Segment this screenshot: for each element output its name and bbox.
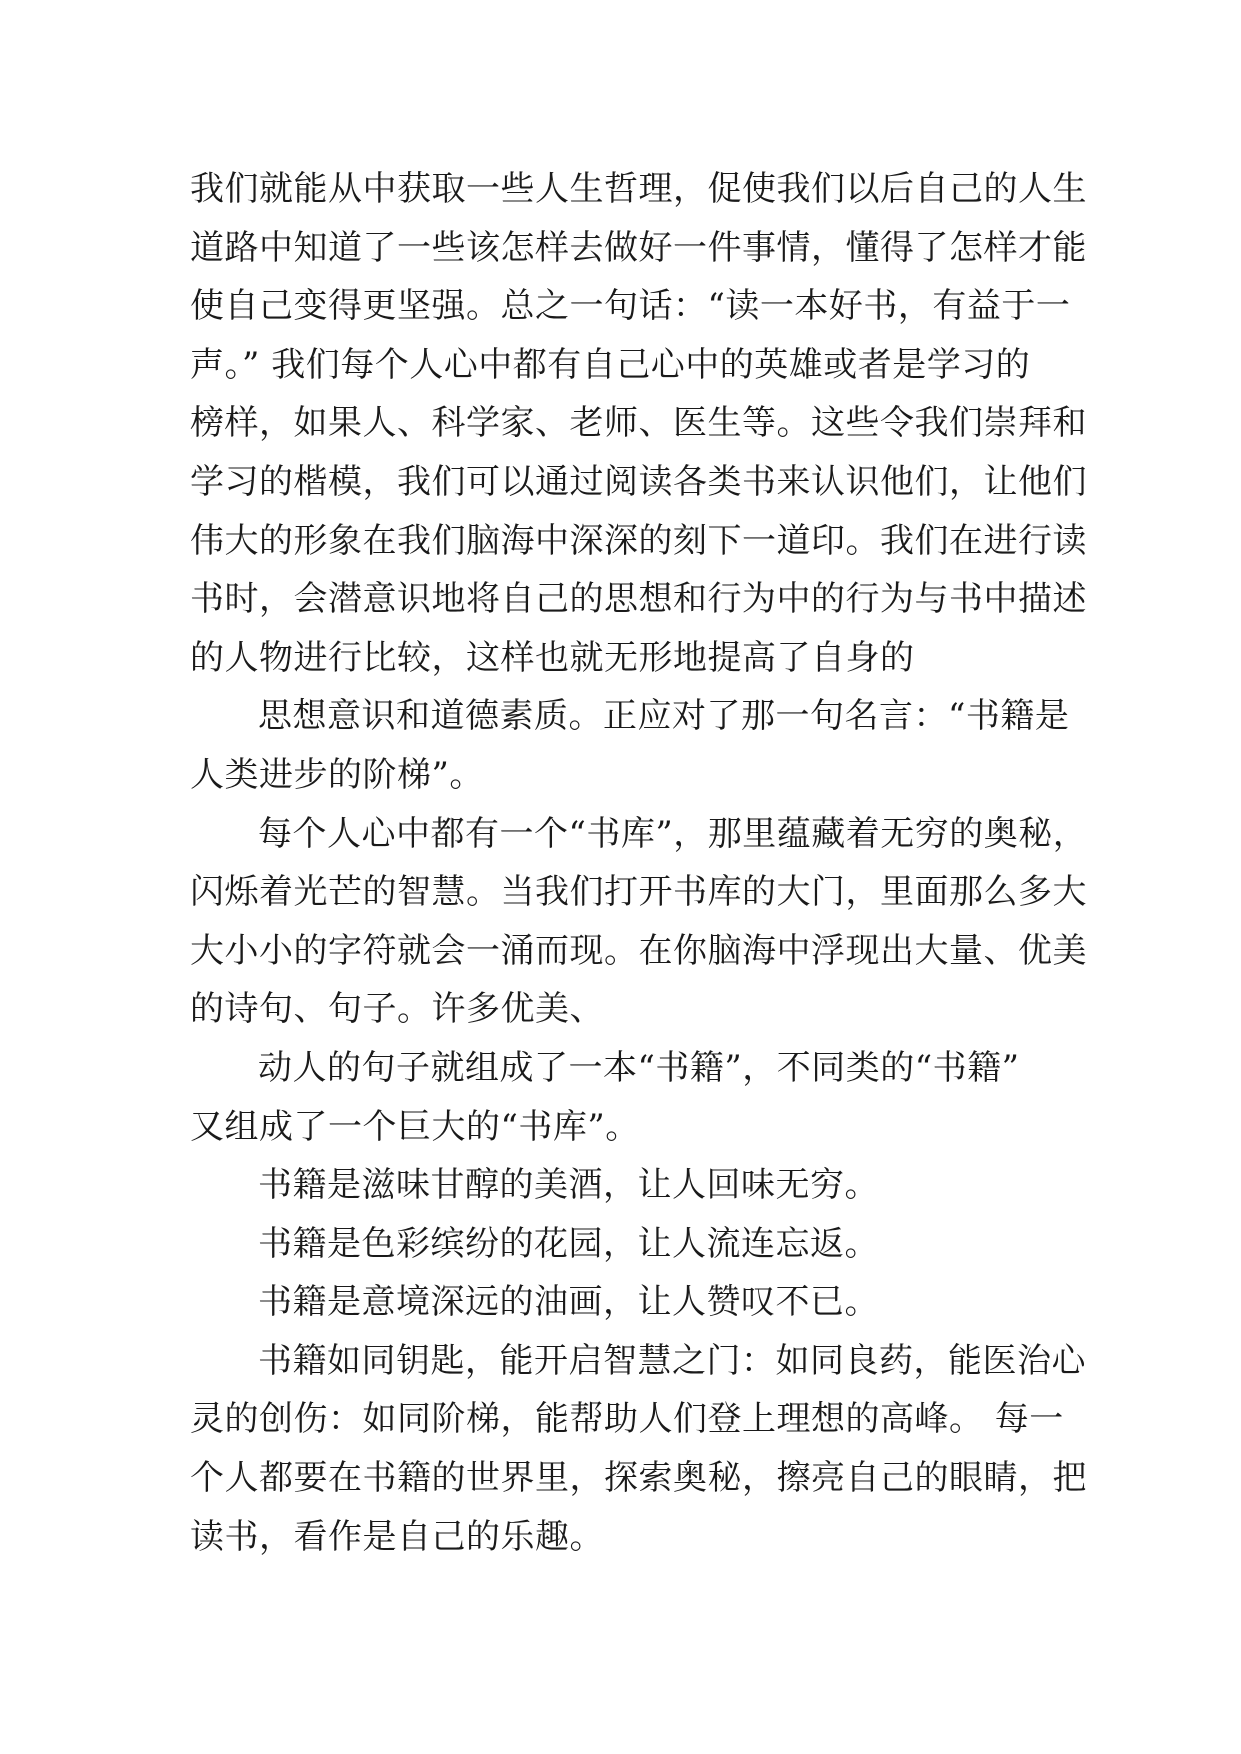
text-line: 每个人心中都有一个“书库”，那里蕴藏着无穷的奥秘，	[258, 813, 1088, 854]
text-line: 书籍是滋味甘醇的美酒，让人回味无穷。	[258, 1165, 879, 1206]
text-line: 榜样，如果人、科学家、老师、医生等。这些令我们崇拜和	[190, 403, 1087, 444]
text-line: 又组成了一个巨大的“书库”。	[190, 1106, 640, 1147]
text-line: 使自己变得更坚强。总之一句话：“读一本好书，有益于一	[190, 286, 1071, 327]
text-line: 闪烁着光芒的智慧。当我们打开书库的大门，里面那么多大	[190, 872, 1087, 913]
text-line: 我们就能从中获取一些人生哲理，促使我们以后自己的人生	[190, 169, 1087, 209]
text-line: 学习的楷模，我们可以通过阅读各类书来认识他们，让他们	[190, 461, 1087, 502]
text-line: 声。” 我们每个人心中都有自己心中的英雄或者是学习的	[190, 344, 1031, 385]
text-line: 伟大的形象在我们脑海中深深的刻下一道印。我们在进行读	[190, 520, 1087, 561]
text-line: 的诗句、句子。许多优美、	[190, 989, 604, 1030]
text-line: 书籍是意境深远的油画，让人赞叹不已。	[258, 1282, 879, 1323]
text-line: 书籍如同钥匙，能开启智慧之门：如同良药，能医治心	[258, 1340, 1086, 1381]
text-line: 动人的句子就组成了一本“书籍”，不同类的“书籍”	[258, 1047, 1020, 1088]
text-line: 书时，会潜意识地将自己的思想和行为中的行为与书中描述	[190, 579, 1087, 620]
text-line: 人类进步的阶梯”。	[190, 754, 484, 795]
text-line: 思想意识和道德素质。正应对了那一句名言：“书籍是	[258, 696, 1070, 737]
text-line: 灵的创伤：如同阶梯，能帮助人们登上理想的高峰。 每一	[190, 1399, 1064, 1440]
text-line: 书籍是色彩缤纷的花园，让人流连忘返。	[258, 1223, 879, 1264]
text-line: 大小小的字符就会一涌而现。在你脑海中浮现出大量、优美	[190, 930, 1087, 971]
text-line: 的人物进行比较，这样也就无形地提高了自身的	[190, 637, 915, 678]
text-line: 个人都要在书籍的世界里，探索奥秘，擦亮自己的眼睛，把	[190, 1458, 1087, 1499]
text-line: 道路中知道了一些该怎样去做好一件事情，懂得了怎样才能	[190, 227, 1087, 268]
body-text	[190, 160, 1088, 1566]
text-line: 读书，看作是自己的乐趣。	[190, 1516, 604, 1557]
